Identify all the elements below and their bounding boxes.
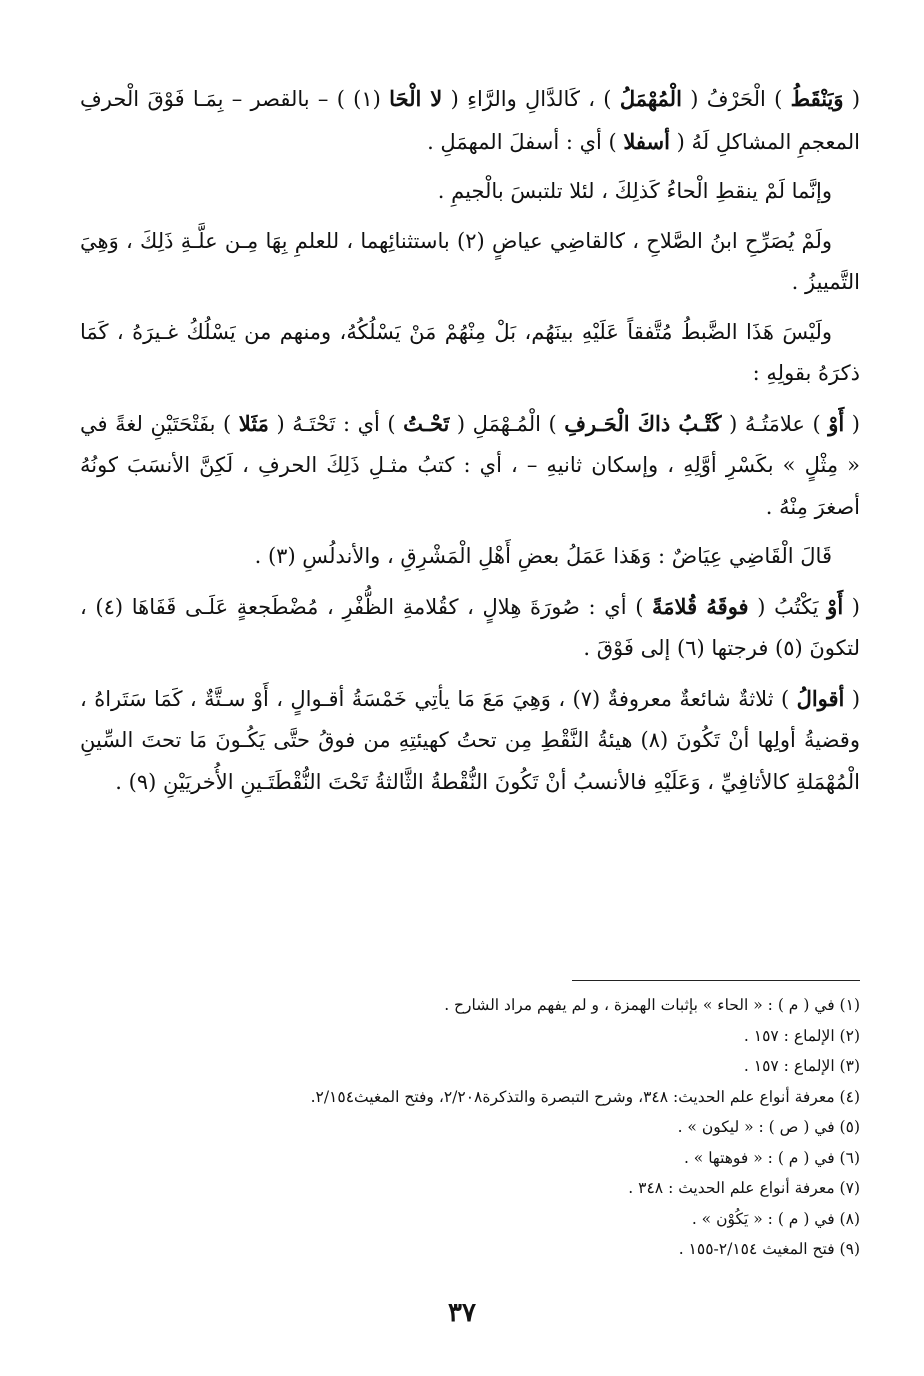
paragraph — [80, 171, 860, 213]
text-run: قَالَ الْقَاضِي عِيَاضٌ : وَهَذا عَمَلُ بعضِ أَهْلِ الْمَشْرِقِ ، والأندلُسِ (٣) . — [254, 544, 832, 568]
text-run: ( — [844, 411, 860, 436]
text-run: ( — [843, 594, 861, 619]
text-run: ) أي : تَحْتَـهُ ( — [268, 411, 404, 436]
bold-term: فوقَهُ قُلامَةً — [652, 593, 749, 619]
text-run: ولَمْ يُصَرِّحِ ابنُ الصَّلاحِ ، كالقاضِي عياضٍ (٢) باستثنائِهما ، للعلمِ بِهَا مِـن علَّـةِ ذَلِكَ ، وَهِيَ التَّمييزُ . — [80, 228, 860, 294]
paragraph — [80, 536, 860, 578]
paragraph — [80, 678, 860, 804]
paragraph — [80, 586, 860, 670]
footnote-8: (٨) في ( م ) : « يَكُوْن » . — [691, 1209, 860, 1228]
footnote-7: (٧) معرفة أنواع علم الحديث : ٣٤٨ . — [628, 1179, 860, 1197]
text-run: وإنَّما لَمْ ينقطِ الْحاءُ كَذلِكَ ، لئلا تلتبسَ بالْجيمِ . — [437, 179, 832, 203]
footnote-1: (١) في ( م ) : « الحاء » بإثبات الهمزة ، و لم يفهم مراد الشارح . — [444, 996, 860, 1014]
footnote-3: (٣) الإلماع : ١٥٧ . — [743, 1057, 860, 1075]
text-run: ) الْحَرْفُ ( — [681, 87, 791, 111]
text-run: ) أي : صُورَةَ هِلالٍ ، كقُلامةِ الظُّفْرِ ، مُضْطَجعةٍ عَلَـى قَفَاهَا (٤) ، لتكونَ (٥) فرجتها (٦) إلى فَوْقَ . — [80, 594, 860, 660]
text-run: ) بفَتْحَتَيْنِ لغةً في « مِثْلٍ » بكَسْرِ أوَّلِهِ ، وإسكان ثانيهِ – ، أي : كتبُ مثـلِ ذَلِكَ الحرفِ ، لَكِنَّ الأنسَبَ كونُهُ أصغرَ مِنْهُ . — [80, 411, 860, 519]
bold-term: تَحْـتُ — [403, 410, 450, 436]
text-run: ) ، كَالدَّالِ والرَّاءِ ( — [442, 87, 620, 111]
bold-term: وَيَنْقَطُ — [790, 86, 844, 111]
main-text — [80, 78, 860, 811]
text-run: ولَيْسَ هَذَا الضَّبطُ مُتَّفقاً عَلَيْهِ بينَهُم، بَلْ مِنْهُمْ مَنْ يَسْلُكُهُ، ومنهم من يَسْلُكُ غـيرَهُ ، كَمَا ذكرَهُ بقولِهِ : — [80, 319, 860, 385]
page-number: ٣٧ — [448, 1298, 476, 1328]
text-run: (١) ) – بالقصر – بِمَـا فَوْقَ الْحرفِ المعجمِ المشاكلِ لَهُ ( — [80, 87, 860, 154]
footnote-5: (٥) في ( ص ) : « ليكون » . — [677, 1118, 860, 1136]
footnote-2: (٢) الإلماع : ١٥٧ . — [743, 1026, 860, 1045]
paragraph — [80, 221, 860, 304]
bold-term: الْمُهْمَلُ — [619, 86, 682, 111]
footnote-separator — [572, 980, 860, 981]
paragraph — [80, 78, 860, 163]
text-run: ( — [843, 87, 861, 111]
bold-term: لا الْحَا — [389, 86, 443, 111]
text-run: ) الْمُـهْمَلِ ( — [449, 411, 565, 436]
bold-term: أَوْ — [827, 593, 844, 619]
footnote-9: (٩) فتح المغيث ٢/١٥٤-١٥٥ . — [678, 1240, 860, 1258]
text-run: ) أي : أسفلَ المهمَلِ . — [427, 129, 624, 154]
footnote-6: (٦) في ( م ) : « فوهتها » . — [683, 1148, 860, 1167]
bold-term: كَتْـبُ ذاكَ الْحَـرفِ — [564, 410, 722, 436]
footnote-4: (٤) معرفة أنواع علم الحديث: ٣٤٨، وشرح التبصرة والتذكرة٢/٢٠٨، وفتح المغيث٢/١٥٤. — [310, 1087, 860, 1106]
paragraph — [80, 403, 860, 529]
bold-term: أقوالُ — [796, 685, 845, 711]
text-run: ( — [844, 686, 861, 711]
text-run: ) ثلاثةٌ شائعةٌ معروفةٌ (٧) ، وَهِيَ مَعَ مَا يأتِي خَمْسَةُ أقـوالٍ ، أَوْ سـتَّةٌ ، كَمَا سَتَراهُ ، وقضيةُ أولِها أنْ تَكُونَ (٨) هيئةُ النَّقْطِ مِن تحتُ كهيئتِهِ من فوقُ حتَّى يَكُـونَ مَا تحتَ السِّينِ الْمُهْمَلةِ كالأثافِيِّ ، وَعَلَيْهِ فالأنسبُ أنْ تَكُونَ النُّقْطةُ الثَّالثةُ تَحْتَ النُّقْطَتَـينِ الأُخريَيْنِ (٩) . — [80, 686, 860, 794]
footnotes — [120, 990, 860, 1265]
bold-term: أَوْ — [828, 410, 845, 436]
bold-term: مَثَلا — [238, 410, 269, 436]
text-run: ) علامَتُـهُ ( — [721, 411, 829, 436]
paragraph — [80, 312, 860, 395]
text-run: يَكْتُبُ ( — [748, 594, 828, 619]
bold-term: أسفلا — [623, 128, 670, 154]
